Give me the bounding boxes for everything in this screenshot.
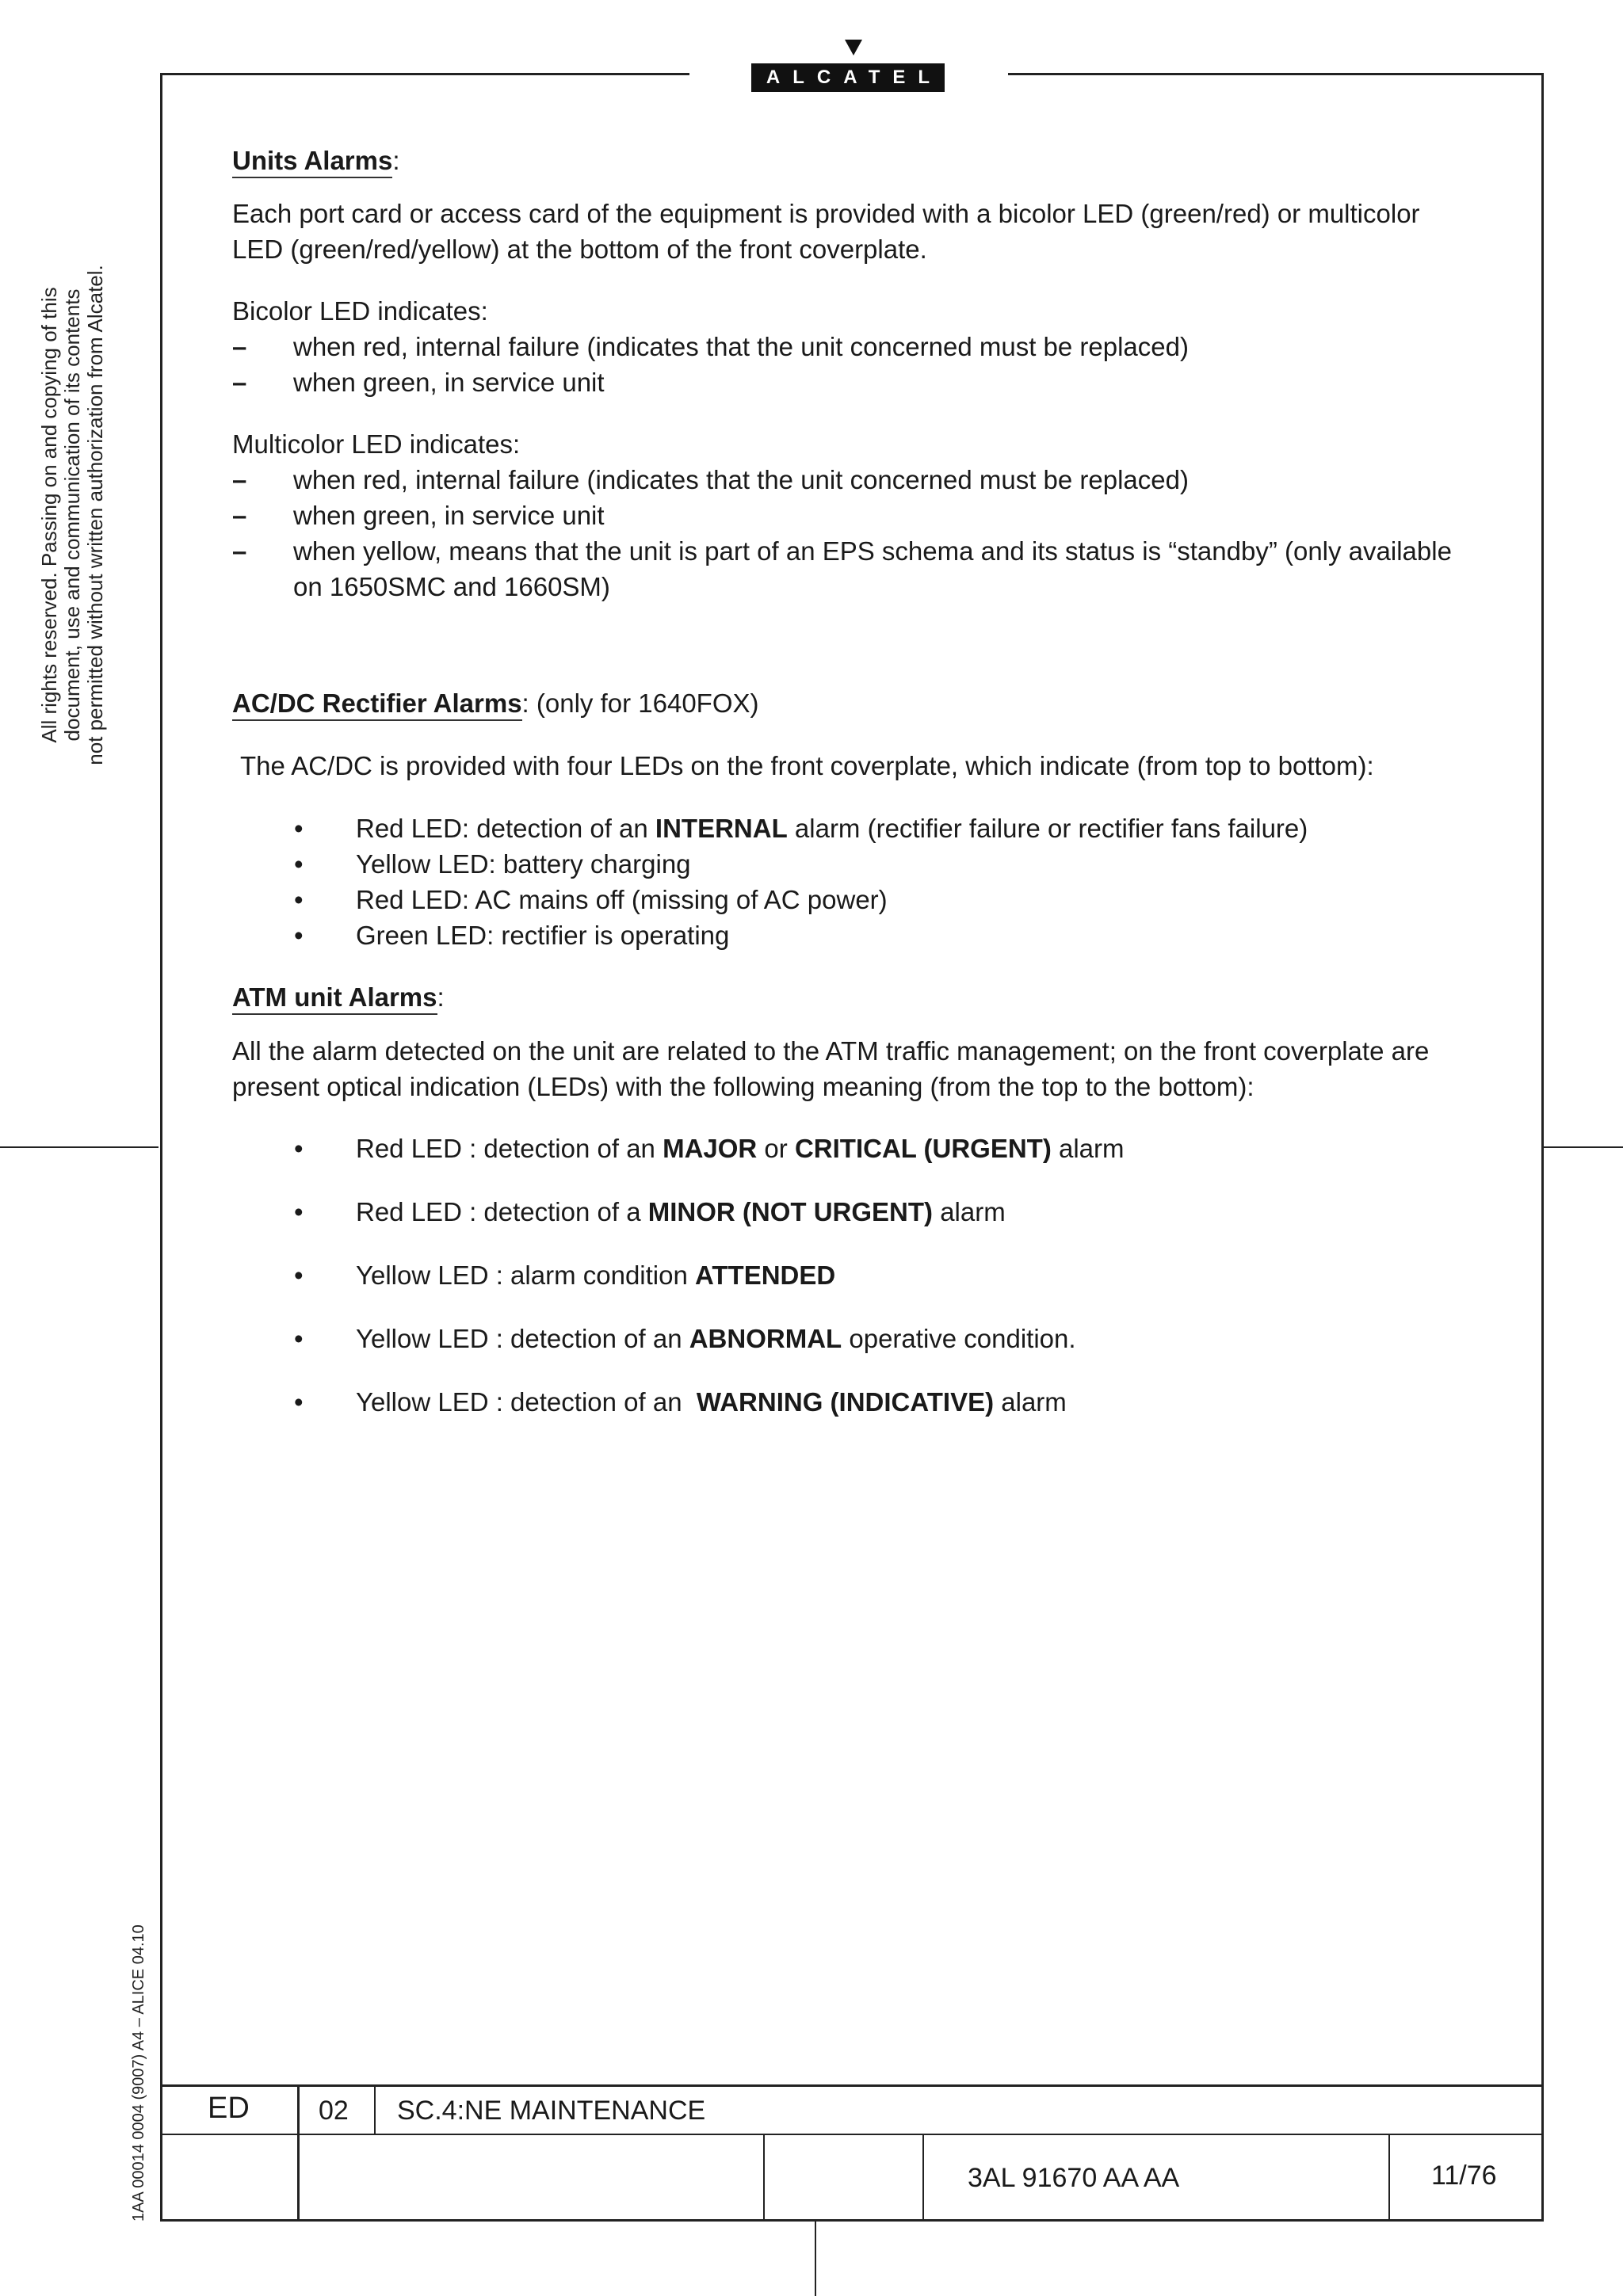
multicolor-item-3-line-1: when yellow, means that the unit is part of an EPS schema and its status is “standby” (only available	[293, 536, 1452, 566]
rights-notice	[38, 230, 107, 800]
atm-item-3-bold: ATTENDED	[695, 1261, 836, 1290]
units-alarms-heading	[232, 143, 1476, 178]
frame-top-right	[1008, 73, 1544, 75]
acdc-intro: The AC/DC is provided with four LEDs on the front coverplate, which indicate (from top to bottom):	[240, 751, 1374, 780]
footer-top-rule	[160, 2084, 1544, 2087]
dash-marker: –	[232, 368, 247, 397]
acdc-title-suffix: : (only for 1640FOX)	[521, 688, 759, 718]
logo-text: ALCATEL	[751, 63, 945, 92]
dash-marker: –	[232, 536, 247, 566]
acdc-title: AC/DC Rectifier Alarms	[232, 688, 522, 721]
dash-marker: –	[232, 332, 247, 361]
bottom-center-tick	[815, 2222, 816, 2296]
atm-item-2-tail: alarm	[933, 1197, 1006, 1226]
footer-vline-3	[763, 2134, 765, 2221]
bicolor-item-2: when green, in service unit	[293, 368, 605, 397]
bicolor-item-1: when red, internal failure (indicates that the unit concerned must be replaced)	[293, 332, 1189, 361]
atm-item-3-text: Yellow LED : alarm condition	[356, 1261, 696, 1290]
footer-page-number: 11/76	[1431, 2161, 1497, 2191]
list-item	[232, 364, 1476, 400]
acdc-list	[232, 810, 1476, 953]
acdc-item-2-text: Yellow LED: battery charging	[356, 849, 691, 879]
multicolor-item-2: when green, in service unit	[293, 501, 605, 530]
atm-intro-line-1: All the alarm detected on the unit are related to the ATM traffic management; on the front coverplate are	[232, 1036, 1430, 1066]
frame-left	[160, 73, 162, 2222]
atm-heading	[232, 979, 1476, 1015]
footer-vline-1	[297, 2084, 300, 2221]
footer-section: SC.4:NE MAINTENANCE	[397, 2096, 706, 2126]
list-item	[232, 846, 1476, 882]
atm-item-4-text: Yellow LED : detection of an	[356, 1324, 689, 1353]
fold-mark-right	[1544, 1146, 1623, 1148]
atm-title: ATM unit Alarms	[232, 982, 437, 1015]
bullet-marker: •	[294, 921, 304, 950]
acdc-item-3-text: Red LED: AC mains off (missing of AC power)	[356, 885, 888, 914]
atm-item-1-bold-1: MAJOR	[663, 1134, 758, 1163]
list-item	[232, 462, 1476, 498]
page-content	[232, 143, 1476, 1420]
list-item	[232, 1257, 1476, 1293]
atm-item-1-mid: or	[757, 1134, 795, 1163]
bicolor-label: Bicolor LED indicates:	[232, 296, 488, 326]
bullet-marker: •	[294, 1324, 304, 1353]
list-item	[232, 1131, 1476, 1166]
footer-doc-code: 3AL 91670 AA AA	[968, 2163, 1180, 2193]
bullet-marker: •	[294, 1387, 304, 1417]
list-item	[232, 533, 1476, 605]
atm-intro-line-2: present optical indication (LEDs) with the following meaning (from the top to the bottom):	[232, 1072, 1254, 1101]
units-alarms-title: Units Alarms	[232, 145, 392, 178]
bullet-marker: •	[294, 1261, 304, 1290]
atm-intro	[232, 1033, 1476, 1104]
multicolor-list	[232, 462, 1476, 605]
atm-item-4-tail: operative condition.	[842, 1324, 1076, 1353]
bullet-marker: •	[294, 1134, 304, 1163]
list-item	[232, 498, 1476, 533]
atm-item-4-bold: ABNORMAL	[689, 1324, 842, 1353]
footer-vline-5	[1388, 2134, 1390, 2221]
units-intro-line-1: Each port card or access card of the equipment is provided with a bicolor LED (green/red) or multicolor	[232, 199, 1420, 228]
logo-triangle-icon	[845, 40, 862, 55]
atm-item-1-text: Red LED : detection of an	[356, 1134, 663, 1163]
acdc-item-1-tail: alarm (rectifier failure or rectifier fans failure)	[787, 814, 1308, 843]
acdc-item-1-bold: INTERNAL	[655, 814, 788, 843]
footer-vline-2	[374, 2084, 376, 2134]
dash-marker: –	[232, 501, 247, 530]
rights-line-3: not permitted without written authorization from Alcatel.	[83, 265, 107, 765]
fold-mark-left	[0, 1146, 158, 1148]
atm-item-2-bold: MINOR (NOT URGENT)	[647, 1197, 934, 1226]
multicolor-item-1: when red, internal failure (indicates that the unit concerned must be replaced)	[293, 465, 1189, 494]
form-code: 1AA 00014 0004 (9007) A4 – ALICE 04.10	[130, 1924, 147, 2222]
rights-line-1: All rights reserved. Passing on and copying of this	[37, 287, 61, 743]
atm-item-5-bold: WARNING (INDICATIVE)	[696, 1387, 995, 1417]
acdc-item-1-text: Red LED: detection of an	[356, 814, 655, 843]
acdc-heading	[232, 685, 1476, 721]
footer-mid-rule	[160, 2134, 1544, 2135]
list-item	[232, 1194, 1476, 1230]
atm-item-1-tail: alarm	[1051, 1134, 1125, 1163]
atm-item-5-text: Yellow LED : detection of an	[356, 1387, 697, 1417]
atm-title-suffix: :	[437, 982, 445, 1012]
list-item	[232, 882, 1476, 917]
units-alarms-title-suffix: :	[392, 146, 400, 175]
footer-edition: 02	[319, 2096, 349, 2126]
atm-item-2-text: Red LED : detection of a	[356, 1197, 648, 1226]
bullet-marker: •	[294, 849, 304, 879]
list-item	[232, 810, 1476, 846]
bullet-marker: •	[294, 814, 304, 843]
frame-top-left	[160, 73, 689, 75]
list-item	[232, 1384, 1476, 1420]
multicolor-label: Multicolor LED indicates:	[232, 429, 521, 459]
rights-line-2: document, use and communication of its contents	[60, 288, 84, 742]
acdc-item-4-text: Green LED: rectifier is operating	[356, 921, 730, 950]
dash-marker: –	[232, 465, 247, 494]
atm-item-5-tail: alarm	[994, 1387, 1067, 1417]
units-intro	[232, 196, 1476, 267]
bullet-marker: •	[294, 1197, 304, 1226]
bullet-marker: •	[294, 885, 304, 914]
list-item	[232, 917, 1476, 953]
list-item	[232, 1321, 1476, 1356]
list-item	[232, 329, 1476, 364]
frame-bottom	[160, 2219, 1544, 2222]
atm-list	[232, 1131, 1476, 1420]
atm-item-1-bold-2: CRITICAL (URGENT)	[794, 1134, 1052, 1163]
footer-ed-label: ED	[208, 2092, 250, 2125]
footer-vline-4	[922, 2134, 924, 2221]
multicolor-item-3-line-2: on 1650SMC and 1660SM)	[293, 572, 610, 601]
units-intro-line-2: LED (green/red/yellow) at the bottom of the front coverplate.	[232, 235, 927, 264]
bicolor-list	[232, 329, 1476, 400]
